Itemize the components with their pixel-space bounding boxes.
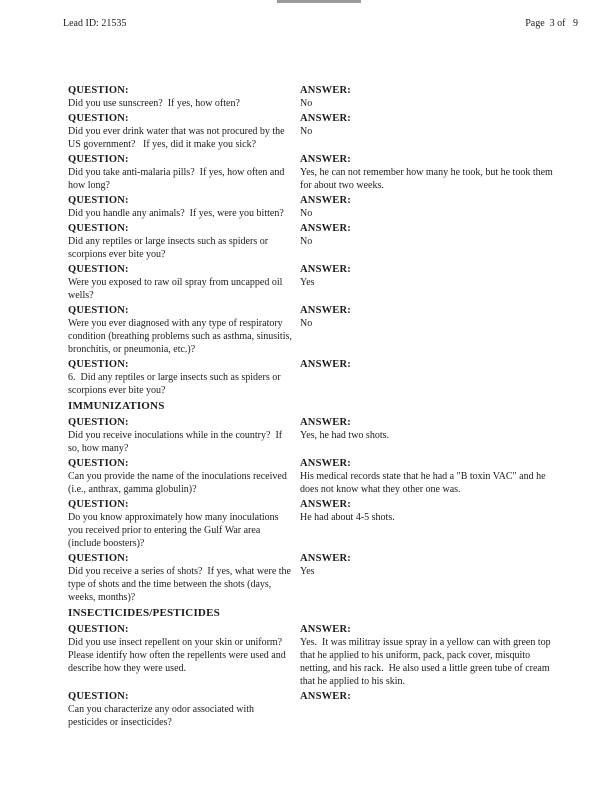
- answer-text: He had about 4-5 shots.: [300, 512, 395, 523]
- answer-text: Yes, he can not remember how many he took, but he took them for about two weeks.: [300, 167, 556, 191]
- question-column: [68, 304, 300, 356]
- question-label: QUESTION:: [68, 154, 129, 165]
- question-text: Did you receive a series of shots? If yes, what were the type of shots and the time between the shots (days, weeks, months)?: [68, 566, 294, 603]
- answer-label: ANSWER:: [300, 305, 351, 316]
- answer-column: [300, 457, 560, 496]
- question-label: QUESTION:: [68, 624, 129, 635]
- answer-column: [300, 552, 560, 578]
- question-label: QUESTION:: [68, 305, 129, 316]
- answer-text: No: [300, 98, 313, 109]
- question-column: [68, 498, 300, 550]
- answer-column: [300, 194, 560, 220]
- answer-column: [300, 263, 560, 289]
- qa-row: [68, 84, 560, 110]
- question-label: QUESTION:: [68, 264, 129, 275]
- answer-label: ANSWER:: [300, 499, 351, 510]
- qa-row: [68, 222, 560, 261]
- answer-label: ANSWER:: [300, 264, 351, 275]
- answer-text: Yes, he had two shots.: [300, 430, 389, 441]
- answer-column: [300, 358, 560, 371]
- question-text: Did you receive inoculations while in the country? If so, how many?: [68, 430, 285, 454]
- answer-label: ANSWER:: [300, 113, 351, 124]
- question-label: QUESTION:: [68, 223, 129, 234]
- qa-row: [68, 358, 560, 397]
- answer-text: Yes: [300, 566, 315, 577]
- answer-label: ANSWER:: [300, 553, 351, 564]
- qa-row: [68, 304, 560, 356]
- answer-text: No: [300, 318, 313, 329]
- answer-label: ANSWER:: [300, 417, 351, 428]
- question-text: Were you exposed to raw oil spray from uncapped oil wells?: [68, 277, 285, 301]
- question-column: [68, 457, 300, 496]
- question-column: [68, 552, 300, 604]
- answer-text: Yes. It was militray issue spray in a yellow can with green top that he applied to his uniform, pack, pack cover, misquito netting, and his rack. He also used a little green tube of cream that he applied to his skin.: [300, 637, 554, 687]
- question-label: QUESTION:: [68, 553, 129, 564]
- qa-row: [68, 690, 560, 729]
- section-heading: IMMUNIZATIONS: [68, 400, 165, 412]
- answer-column: [300, 112, 560, 138]
- answer-label: ANSWER:: [300, 624, 351, 635]
- answer-text: No: [300, 236, 313, 247]
- answer-column: [300, 623, 560, 688]
- question-label: QUESTION:: [68, 195, 129, 206]
- answer-label: ANSWER:: [300, 85, 351, 96]
- answer-text: No: [300, 126, 313, 137]
- question-label: QUESTION:: [68, 417, 129, 428]
- answer-label: ANSWER:: [300, 458, 351, 469]
- qa-row: [68, 623, 560, 688]
- question-column: [68, 623, 300, 675]
- answer-column: [300, 84, 560, 110]
- qa-row: [68, 552, 560, 604]
- question-text: Did any reptiles or large insects such as spiders or scorpions ever bite you?: [68, 236, 271, 260]
- question-label: QUESTION:: [68, 113, 129, 124]
- qa-row: [68, 153, 560, 192]
- question-column: [68, 153, 300, 192]
- qa-row: [68, 112, 560, 151]
- question-label: QUESTION:: [68, 499, 129, 510]
- question-text: Can you provide the name of the inoculations received (i.e., anthrax, gamma globulin)?: [68, 471, 290, 495]
- question-text: Do you know approximately how many inoculations you received prior to entering the Gulf War area (include boosters)?: [68, 512, 282, 549]
- question-text: Can you characterize any odor associated with pesticides or insecticides?: [68, 704, 257, 728]
- answer-text: Yes: [300, 277, 315, 288]
- question-text: Did you use insect repellent on your skin or uniform? Please identify how often the repellents were used and describe how they were used.: [68, 637, 289, 674]
- answer-column: [300, 153, 560, 192]
- question-column: [68, 84, 300, 110]
- question-text: Did you ever drink water that was not procured by the US government? If yes, did it make you sick?: [68, 126, 288, 150]
- question-label: QUESTION:: [68, 458, 129, 469]
- question-column: [68, 112, 300, 151]
- answer-text: No: [300, 208, 313, 219]
- qa-row: [68, 416, 560, 455]
- qa-list: [68, 84, 560, 731]
- answer-column: [300, 690, 560, 703]
- qa-row: [68, 194, 560, 220]
- answer-column: [300, 416, 560, 442]
- redaction-bar: [277, 0, 361, 3]
- question-text: 6. Did any reptiles or large insects such as spiders or scorpions ever bite you?: [68, 372, 284, 396]
- question-column: [68, 690, 300, 729]
- answer-label: ANSWER:: [300, 223, 351, 234]
- qa-row: [68, 263, 560, 302]
- answer-label: ANSWER:: [300, 359, 351, 370]
- question-label: QUESTION:: [68, 359, 129, 370]
- question-text: Did you use sunscreen? If yes, how often?: [68, 98, 240, 109]
- qa-row: [68, 457, 560, 496]
- lead-id: Lead ID: 21535: [63, 18, 127, 29]
- answer-column: [300, 222, 560, 248]
- question-column: [68, 222, 300, 261]
- answer-text: His medical records state that he had a "B toxin VAC" and he does not know what they other one was.: [300, 471, 549, 495]
- section-heading: INSECTICIDES/PESTICIDES: [68, 607, 220, 619]
- answer-label: ANSWER:: [300, 195, 351, 206]
- question-column: [68, 263, 300, 302]
- question-text: Did you take anti-malaria pills? If yes, how often and how long?: [68, 167, 287, 191]
- answer-label: ANSWER:: [300, 154, 351, 165]
- answer-column: [300, 498, 560, 524]
- question-column: [68, 358, 300, 397]
- question-column: [68, 194, 300, 220]
- question-text: Were you ever diagnosed with any type of respiratory condition (breathing problems such as asthma, sinusitis, bronchitis, or pneumonia, etc.)?: [68, 318, 295, 355]
- answer-column: [300, 304, 560, 330]
- qa-row: [68, 498, 560, 550]
- page-number: Page 3 of 9: [525, 18, 578, 29]
- question-text: Did you handle any animals? If yes, were you bitten?: [68, 208, 284, 219]
- question-label: QUESTION:: [68, 691, 129, 702]
- question-column: [68, 416, 300, 455]
- answer-label: ANSWER:: [300, 691, 351, 702]
- page-header: [63, 18, 578, 29]
- question-label: QUESTION:: [68, 85, 129, 96]
